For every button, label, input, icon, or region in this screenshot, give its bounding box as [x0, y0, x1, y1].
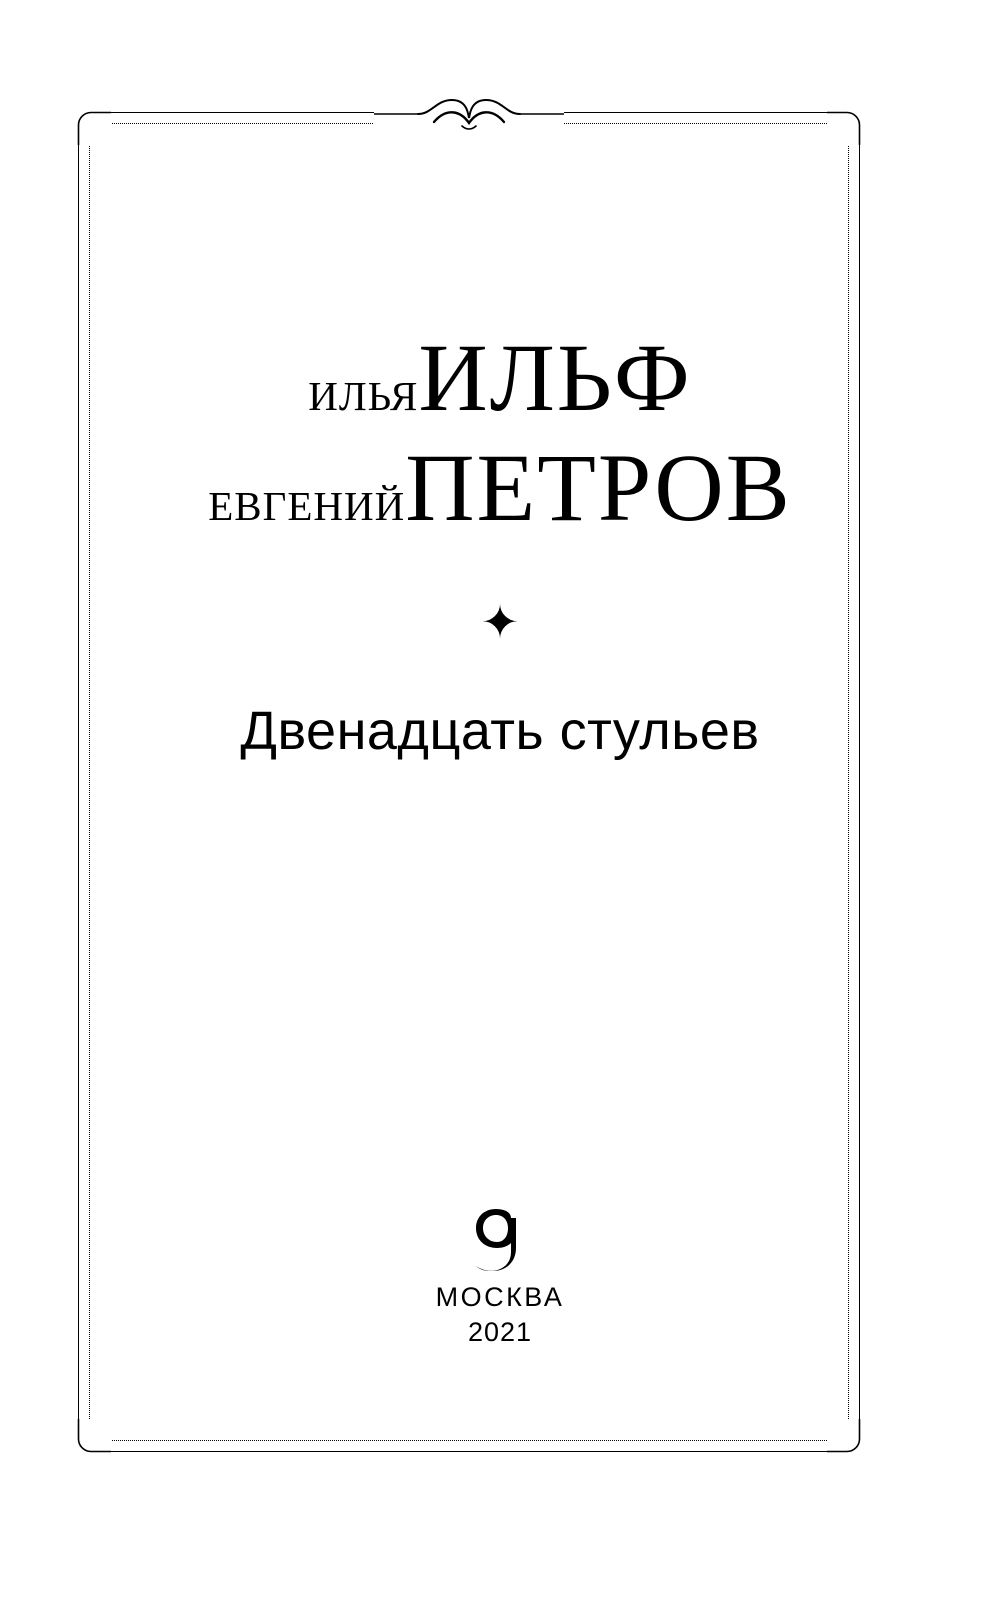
ornament-divider-icon: ✦	[480, 597, 520, 648]
publisher-city: МОСКВА	[435, 1282, 565, 1312]
book-title: Двенадцать стульев	[240, 701, 760, 761]
author-given-name-2: евгений	[208, 468, 406, 533]
author-line-1	[0, 324, 1000, 431]
corner-curl-icon-top-left	[77, 111, 111, 145]
eksmo-logo-icon	[470, 1208, 530, 1274]
author-given-name-1: илья	[308, 358, 419, 423]
top-flourish-icon	[374, 92, 564, 140]
author-surname-1: ИЛЬФ	[418, 324, 692, 431]
author-block	[0, 324, 1000, 541]
author-surname-2: ПЕТРОВ	[405, 434, 792, 541]
publisher-year: 2021	[467, 1317, 533, 1347]
corner-curl-icon-top-right	[827, 111, 861, 145]
corner-curl-icon-bottom-left	[77, 1419, 111, 1453]
author-line-2	[0, 434, 1000, 541]
corner-curl-icon-bottom-right	[827, 1419, 861, 1453]
publisher-block	[0, 1208, 1000, 1348]
